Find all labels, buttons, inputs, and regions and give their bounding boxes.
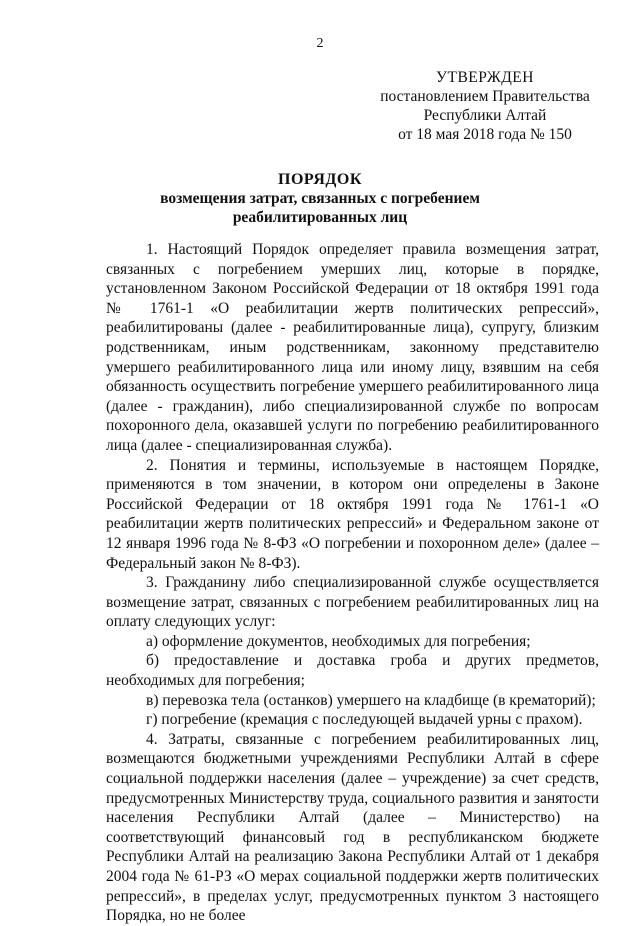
- paragraph-3: 3. Гражданину либо специализированной службе осуществляется возмещение затрат, связанных с погребением реабилитированных лиц на оплату следующих услуг:: [106, 574, 599, 631]
- approval-line-2: Республики Алтай: [423, 107, 547, 124]
- document-title-line-2: реабилитированных лиц: [232, 209, 408, 226]
- paragraph-2: 2. Понятия и термины, используемые в настоящем Порядке, применяются в том значении, в котором они определены в Законе Российской Федерации от 18 октября 1991 года № 1761-1 «О реабилитации жертв политических репрессий» и Федеральном законе от 12 января 1996 года № 8-ФЗ «О погребении и похоронном деле» (далее – Федеральный закон № 8-ФЗ).: [106, 456, 599, 572]
- document-title-main: ПОРЯДОК: [278, 171, 362, 188]
- list-item-v: в) перевозка тела (останков) умершего на кладбище (в крематорий);: [146, 691, 596, 709]
- approval-title: УТВЕРЖДЕН: [436, 69, 534, 86]
- paragraph-1: 1. Настоящий Порядок определяет правила возмещения затрат, связанных с погребением умерших лиц, которые в порядке, установленном Законом Российской Федерации от 18 октября 1991 года № 1761-1 «О реабилитации жертв политических репрессий», реабилитированы (далее - реабилитированные лица), супругу, близким родственникам, иным родственникам, законному представителю умершего реабилитированного лица или иному лицу, взявшим на себя обязанность осуществить погребение умершего реабилитированного лица (далее - гражданин), либо специализированной службе по вопросам похоронного дела, оказавшей услуги по погребению реабилитированного лица (далее - специализированная служба).: [106, 241, 599, 454]
- document-body: [106, 240, 599, 926]
- page-number: 2: [316, 36, 324, 51]
- document-title: [0, 170, 640, 227]
- paragraph-4: 4. Затраты, связанные с погребением реабилитированных лиц, возмещаются бюджетными учреждениями Республики Алтай в сфере социальной поддержки населения (далее – учреждение) за счет средств, предусмотренных Министерству труда, социального развития и занятости населения Республики Алтай (далее – Министерство) на соответствующий финансовый год в республиканском бюджете Республики Алтай на реализацию Закона Республики Алтай от 1 декабря 2004 года № 61-РЗ «О мерах социальной поддержки жертв политических репрессий», в пределах услуг, предусмотренных пунктом 3 настоящего Порядка, но не более: [106, 730, 599, 925]
- approval-line-1: постановлением Правительства: [380, 88, 590, 105]
- list-item-b: б) предоставление и доставка гроба и других предметов, необходимых для погребения;: [106, 652, 599, 690]
- approval-line-3: от 18 мая 2018 года № 150: [398, 126, 572, 143]
- document-title-line-1: возмещения затрат, связанных с погребением: [160, 190, 480, 207]
- list-item-g: г) погребение (кремация с последующей выдачей урны с прахом).: [146, 711, 583, 729]
- approval-block: [360, 68, 610, 144]
- list-item-a: а) оформление документов, необходимых для погребения;: [146, 632, 531, 650]
